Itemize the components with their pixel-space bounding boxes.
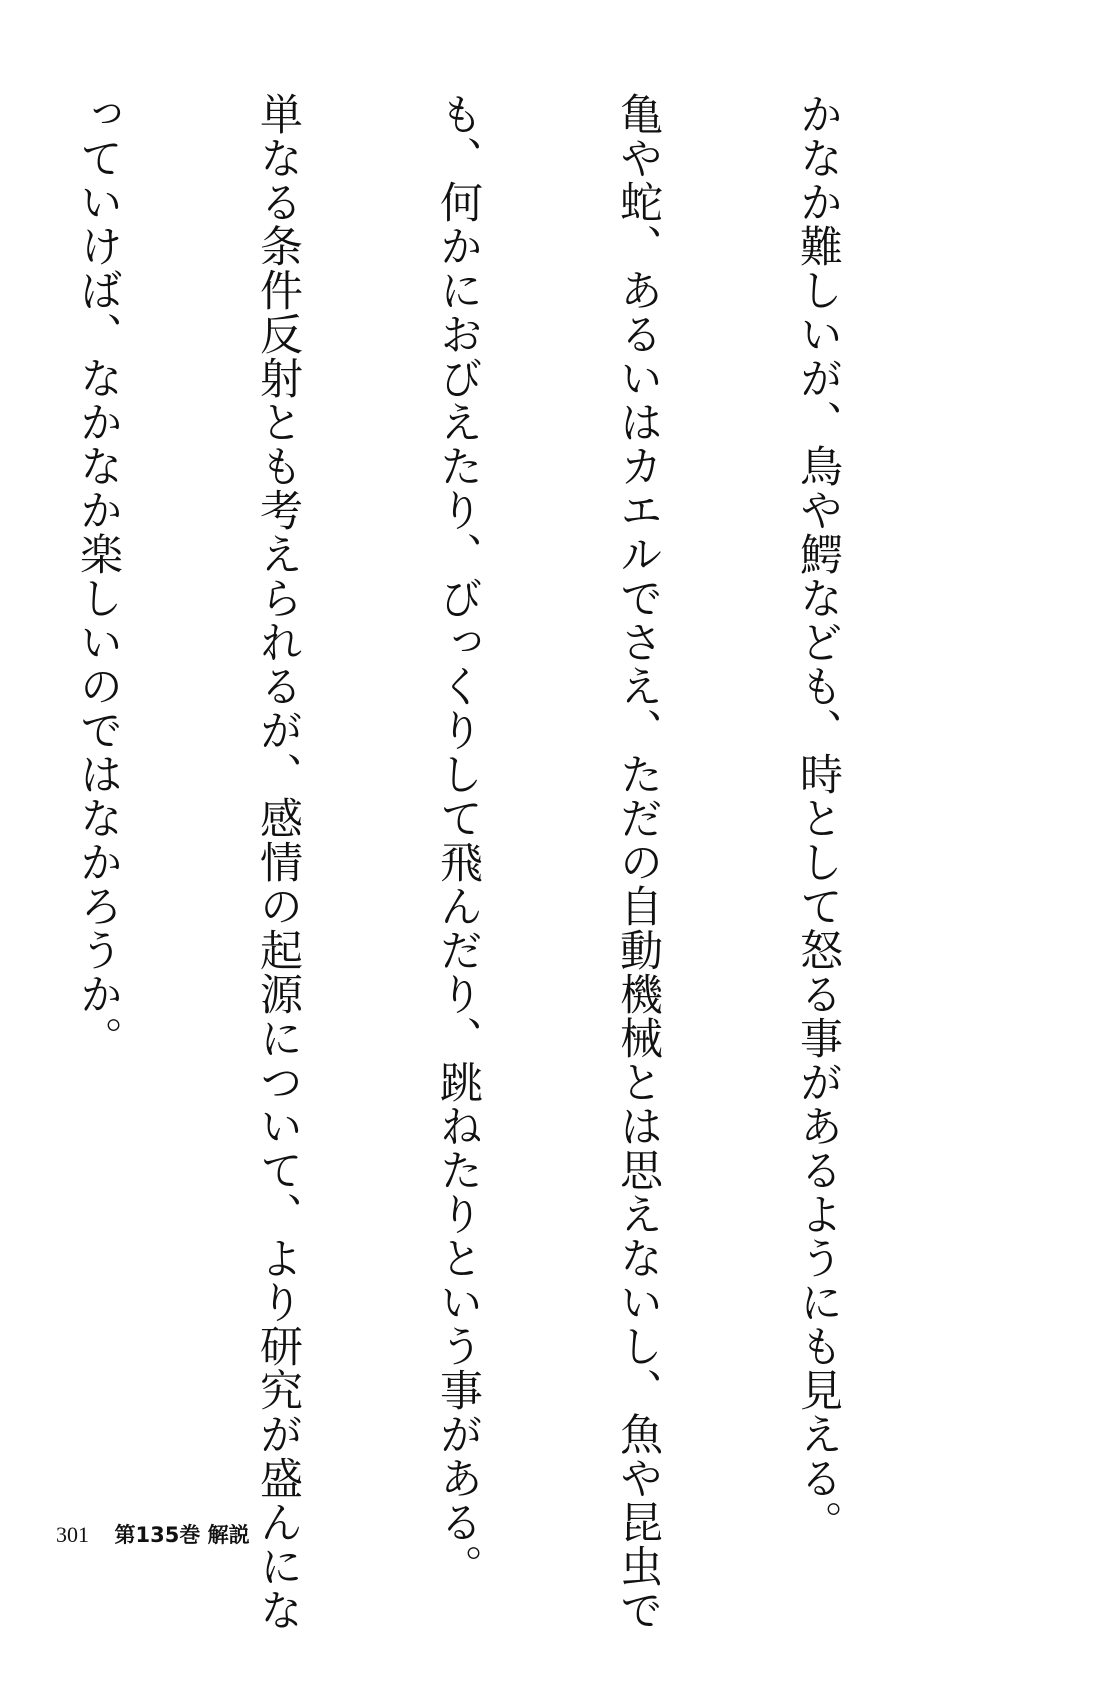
page-number: 301 — [56, 1522, 89, 1547]
text-line: かなか難しいが、鳥や鰐なども、時として怒る事があるようにも見える。 — [793, 92, 843, 1544]
running-head: 第135巻 解説 — [114, 1523, 250, 1547]
page-footer — [56, 1519, 250, 1549]
text-line: も、何かにおびえたり、びっくりして飛んだり、跳ねたりという事がある。 — [433, 92, 483, 1588]
text-line: 単なる条件反射とも考えられるが、感情の起源について、より研究が盛んにな — [253, 92, 303, 1632]
text-line: 亀や蛇、あるいはカエルでさえ、ただの自動機械とは思えないし、魚や昆虫で — [613, 92, 663, 1632]
text-line: っていけば、なかなか楽しいのではなかろうか。 — [73, 92, 123, 1060]
